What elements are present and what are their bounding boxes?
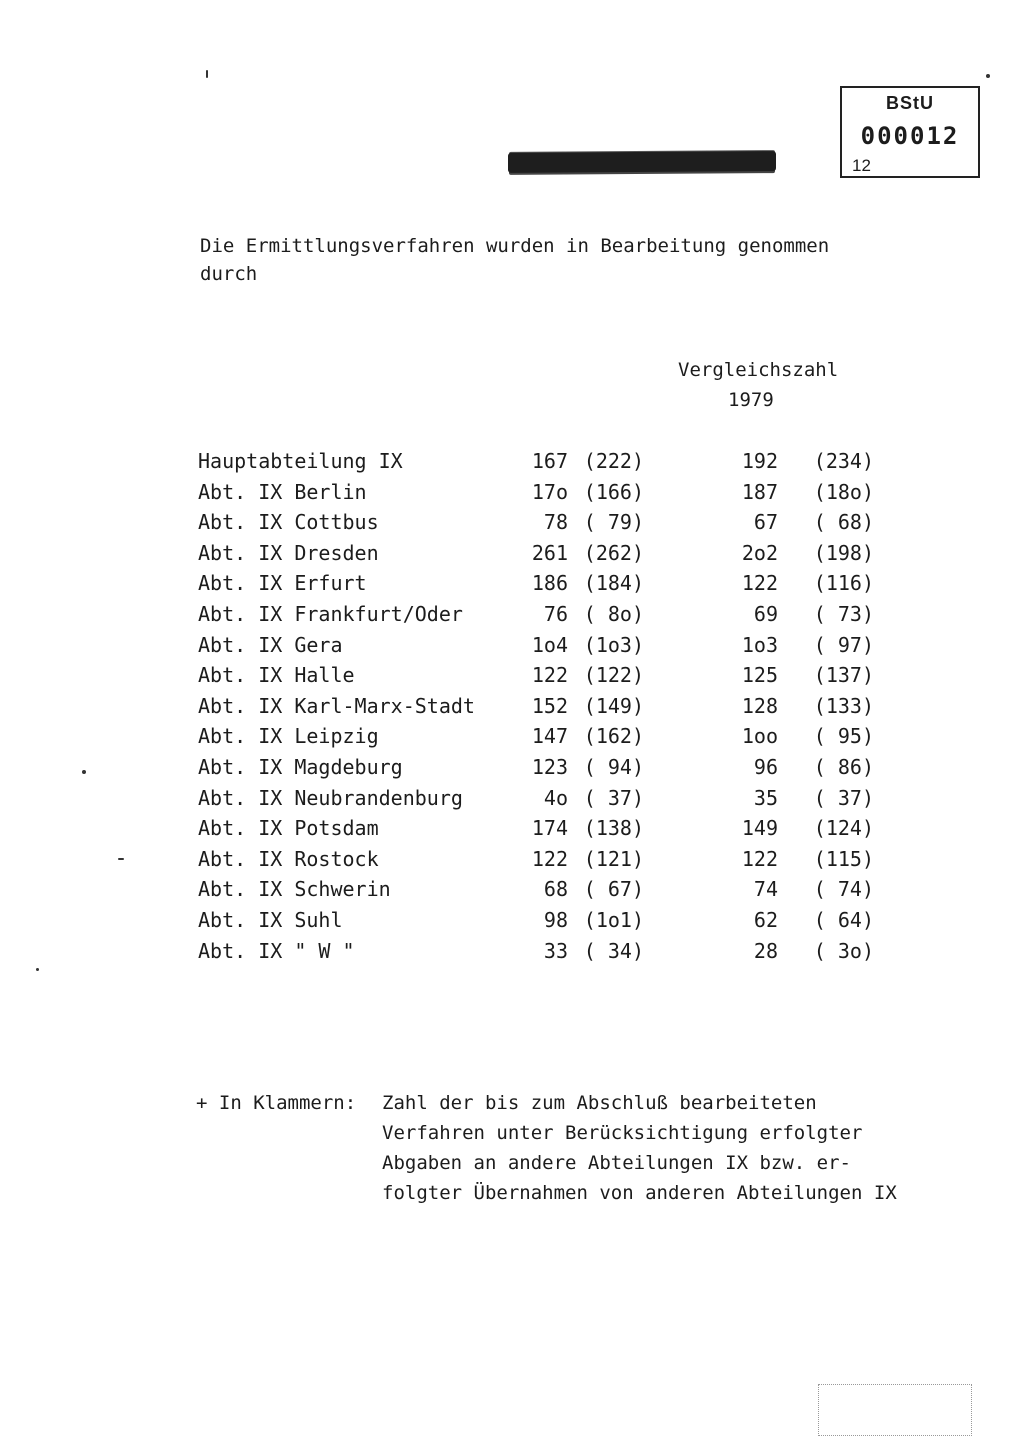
- table-row: [0, 568, 1024, 599]
- count-1980: 174: [531, 816, 568, 841]
- stamp-label: BStU: [886, 93, 934, 113]
- count-1979-completed: ( 95): [813, 724, 874, 749]
- count-1980-completed: (1o3): [583, 632, 644, 657]
- count-1980-completed: ( 37): [583, 785, 644, 810]
- scan-speck: [986, 74, 990, 78]
- count-1979-completed: ( 74): [813, 877, 874, 902]
- count-1980: 122: [531, 846, 568, 871]
- count-1979: 192: [741, 449, 778, 473]
- count-1979: 74: [753, 877, 778, 902]
- count-1980: 33: [543, 938, 568, 963]
- count-1980: 76: [543, 601, 568, 626]
- count-1980: 1o4: [531, 632, 568, 657]
- department-name: Abt. IX " W ": [198, 938, 355, 963]
- footnote: [196, 1088, 897, 1208]
- count-1980-completed: (262): [583, 540, 644, 565]
- count-1979: 62: [753, 907, 778, 932]
- count-1979: 28: [753, 938, 778, 963]
- count-1980-completed: (138): [583, 816, 644, 841]
- count-1979: 69: [753, 601, 778, 626]
- department-name: Abt. IX Leipzig: [198, 724, 379, 749]
- count-1980-completed: (1o1): [583, 907, 644, 932]
- count-1979: 122: [741, 571, 778, 596]
- table-row: [0, 538, 1024, 569]
- count-1980-completed: ( 79): [583, 510, 644, 535]
- statistics-table: [0, 446, 1024, 966]
- count-1979-completed: (133): [813, 693, 874, 718]
- count-1980: 147: [531, 724, 568, 749]
- department-name: Abt. IX Schwerin: [198, 877, 391, 902]
- department-name: Abt. IX Potsdam: [198, 816, 379, 841]
- count-1980: 152: [531, 693, 568, 718]
- count-1979-completed: ( 68): [813, 510, 874, 535]
- footnote-line: folgter Übernahmen von anderen Abteilungen IX: [382, 1182, 897, 1204]
- intro-line-2: durch: [200, 263, 258, 285]
- count-1979: 2o2: [741, 540, 778, 565]
- count-1979: 122: [741, 846, 778, 871]
- count-1980: 78: [543, 510, 568, 535]
- department-name: Abt. IX Cottbus: [198, 510, 379, 535]
- count-1980: 123: [531, 754, 568, 779]
- footnote-row: [196, 1148, 851, 1178]
- count-1979-completed: (18o): [813, 479, 874, 504]
- comparison-heading: Vergleichszahl: [678, 359, 839, 381]
- count-1979-completed: ( 64): [813, 907, 874, 932]
- footnote-row: [196, 1178, 897, 1208]
- table-row: [0, 446, 1024, 477]
- scan-speck: [36, 968, 39, 971]
- count-1980: 261: [531, 540, 568, 565]
- count-1979-completed: (234): [813, 449, 874, 473]
- table-row: [0, 936, 1024, 967]
- count-1979: 1oo: [741, 724, 778, 749]
- table-row: [0, 844, 1024, 875]
- table-row: [0, 630, 1024, 661]
- count-1980-completed: (184): [583, 571, 644, 596]
- scan-speck: [82, 770, 86, 774]
- count-1980: 167: [531, 449, 568, 473]
- count-1980-completed: (222): [583, 449, 644, 473]
- count-1980: 186: [531, 571, 568, 596]
- footnote-lead: + In Klammern:: [196, 1092, 357, 1114]
- count-1980-completed: (149): [583, 693, 644, 718]
- page-number: 12: [852, 156, 871, 175]
- department-name: Abt. IX Suhl: [198, 907, 343, 932]
- count-1979: 1o3: [741, 632, 778, 657]
- scan-speck: [206, 70, 208, 78]
- count-1979-completed: ( 73): [813, 601, 874, 626]
- count-1979-completed: (116): [813, 571, 874, 596]
- count-1980: 122: [531, 663, 568, 688]
- department-name: Abt. IX Neubrandenburg: [198, 785, 463, 810]
- intro-line-1: Die Ermittlungsverfahren wurden in Bearbeitung genommen: [200, 235, 830, 257]
- count-1980: 68: [543, 877, 568, 902]
- count-1979: 149: [741, 816, 778, 841]
- count-1980-completed: (162): [583, 724, 644, 749]
- table-row: [0, 660, 1024, 691]
- department-name: Abt. IX Karl-Marx-Stadt: [198, 693, 475, 718]
- department-name: Abt. IX Magdeburg: [198, 754, 403, 779]
- count-1979-completed: (137): [813, 663, 874, 688]
- count-1979: 35: [753, 785, 778, 810]
- intro-text: [200, 232, 900, 288]
- footnote-line: Verfahren unter Berücksichtigung erfolgter: [382, 1122, 863, 1144]
- count-1980: 4o: [543, 785, 568, 810]
- stamp-number: 000012: [860, 122, 960, 150]
- count-1979-completed: ( 37): [813, 785, 874, 810]
- table-row: [0, 874, 1024, 905]
- count-1980-completed: ( 34): [583, 938, 644, 963]
- scan-speck: [118, 858, 124, 860]
- count-1979-completed: ( 3o): [813, 938, 874, 963]
- count-1979-completed: ( 86): [813, 754, 874, 779]
- department-name: Abt. IX Frankfurt/Oder: [198, 601, 463, 626]
- count-1979: 128: [741, 693, 778, 718]
- count-1979-completed: (124): [813, 816, 874, 841]
- count-1980: 17o: [531, 479, 568, 504]
- department-name: Hauptabteilung IX: [198, 449, 403, 473]
- count-1980-completed: ( 94): [583, 754, 644, 779]
- table-row: [0, 507, 1024, 538]
- count-1980-completed: ( 8o): [583, 601, 644, 626]
- count-1979-completed: (115): [813, 846, 874, 871]
- department-name: Abt. IX Berlin: [198, 479, 367, 504]
- department-name: Abt. IX Halle: [198, 663, 355, 688]
- count-1979: 67: [753, 510, 778, 535]
- count-1980-completed: ( 67): [583, 877, 644, 902]
- table-row: [0, 599, 1024, 630]
- department-name: Abt. IX Rostock: [198, 846, 379, 871]
- table-row: [0, 783, 1024, 814]
- redaction-bar: [508, 151, 776, 173]
- count-1979-completed: ( 97): [813, 632, 874, 657]
- table-row: [0, 813, 1024, 844]
- faint-stamp-mark: [818, 1384, 972, 1436]
- table-row: [0, 905, 1024, 936]
- footnote-row: [196, 1088, 817, 1118]
- footnote-line: Abgaben an andere Abteilungen IX bzw. er-: [382, 1152, 851, 1174]
- comparison-year: 1979: [728, 389, 774, 411]
- department-name: Abt. IX Dresden: [198, 540, 379, 565]
- department-name: Abt. IX Gera: [198, 632, 343, 657]
- count-1979: 125: [741, 663, 778, 688]
- count-1980-completed: (166): [583, 479, 644, 504]
- footnote-row: [196, 1118, 863, 1148]
- table-row: [0, 721, 1024, 752]
- table-row: [0, 691, 1024, 722]
- department-name: Abt. IX Erfurt: [198, 571, 367, 596]
- table-row: [0, 477, 1024, 508]
- count-1979: 187: [741, 479, 778, 504]
- count-1980-completed: (121): [583, 846, 644, 871]
- count-1980: 98: [543, 907, 568, 932]
- table-row: [0, 752, 1024, 783]
- footnote-line: Zahl der bis zum Abschluß bearbeiteten: [382, 1092, 817, 1114]
- count-1979-completed: (198): [813, 540, 874, 565]
- count-1980-completed: (122): [583, 663, 644, 688]
- count-1979: 96: [753, 754, 778, 779]
